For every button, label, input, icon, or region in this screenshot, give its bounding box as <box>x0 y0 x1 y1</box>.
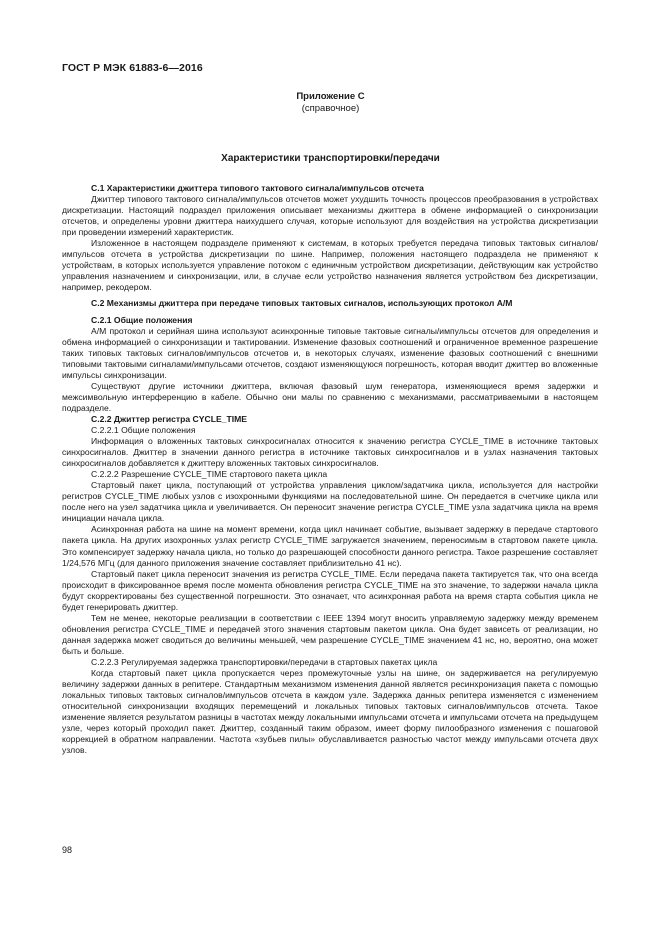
paragraph: Информация о вложенных тактовых синхросигналах относится к значению регистра CYCLE_TIME в источнике тактовых синхросигналов. Джиттер в значении данного регистра в источнике тактовых синхросигналов и в узлах назначения тактовых синхросигналов добавляется к джиттеру вложенных тактовых синхросигналов. <box>62 436 598 469</box>
section-heading-c1: С.1 Характеристики джиттера типового тактового сигнала/импульсов отсчета <box>91 183 424 193</box>
paragraph: Когда стартовый пакет цикла пропускается через промежуточные узлы на шине, он задерживается на регулируемую величину задержки данных в репитере. Стандартным механизмом изменения данной является ресинхронизация пакета с помощью локальных типовых тактовых сигналов/импульсов отсчета в каждом узле. Задержка данных репитера изменяется с изменением относительной синхронизации входящих перемещений и локальных типовых тактовых сигналов/импульсов отсчета. Такое изменение является результатом разницы в частотах между локальными импульсами отсчета и импульсами отсчета на предыдущем узле, через который проходил пакет. Джиттер, созданный таким образом, имеет форму пилообразного изменения с пошаговой коррекцией в обратном направлении. Частота «зубьев пилы» обуславливается разностью частот между импульсами отсчета двух узлов. <box>62 668 598 756</box>
paragraph: Стартовый пакет цикла переносит значения из регистра CYCLE_TIME. Если передача пакета тактируется так, что она всегда происходит в фиксированное время после момента обновления регистра CYCLE_TIME на это значение, то задержки начала цикла будут скорректированы без существенной погрешности. Это означает, что асинхронная работа на время старта события цикла не будет генерировать джиттер. <box>62 568 598 612</box>
section-heading-c21: С.2.1 Общие положения <box>91 314 193 325</box>
subsection-heading-c221: С.2.2.1 Общие положения <box>91 424 196 435</box>
paragraph: Изложенное в настоящем подразделе применяют к системам, в которых требуется передача типовых тактовых сигналов/импульсов отсчета в устройства дискретизации по шине. Например, положения настоящего подраздела не применяют к устройствам, в которых используется управление потоком с единичным устройством дискретизации, действующим как устройство управления назначением и синхронизации, или, в случае если устройство назначения является устройством без дискретизации, например, рекодером. <box>62 238 598 293</box>
appendix-note: (справочное) <box>301 103 360 114</box>
standard-designation: ГОСТ Р МЭК 61883-6—2016 <box>62 62 203 74</box>
page-number: 98 <box>62 845 73 855</box>
paragraph: Асинхронная работа на шине на момент времени, когда цикл начинает событие, вызывает задержку в передаче стартового пакета цикла. На других изохронных узлах регистр CYCLE_TIME загружается значением, переносимым в стартовом пакете цикла. Это компенсирует задержку начала цикла, но только до разрешающей способности данного регистра. Такое разрешение составляет 1/24,576 МГц (для данного приложения значение составляет приблизительно 41 нс). <box>62 524 598 568</box>
main-title: Характеристики транспортировки/передачи <box>221 153 440 164</box>
subsection-heading-c223: С.2.2.3 Регулируемая задержка транспортировки/передачи в стартовых пакетах цикла <box>91 656 438 667</box>
paragraph: Джиттер типового тактового сигнала/импульсов отсчетов может ухудшить точность процессов преобразования в устройствах дискретизации. Настоящий подраздел приложения описывает механизмы джиттера в обмене информацией о синхронизации отсчетов, и определены уровни джиттера наихудшего случая, которые используют для воздействия на устройства дискретизации при проведении измерений характеристик. <box>62 194 598 238</box>
paragraph: Стартовый пакет цикла, поступающий от устройства управления циклом/задатчика цикла, используется для настройки регистров CYCLE_TIME любых узлов с изохронными функциями на последовательной шине. Он передается в счетчике цикла или после него на узел задатчика цикла и увеличивается. Он переносит значение регистра CYCLE_TIME узла задатчика цикла на время инициации начала цикла. <box>62 480 598 524</box>
subsection-heading-c222: С.2.2.2 Разрешение CYCLE_TIME стартового пакета цикла <box>91 469 328 480</box>
appendix-title: Приложение С <box>296 91 365 102</box>
paragraph: Существуют другие источники джиттера, включая фазовый шум генератора, изменяющиеся время задержки и межсимвольную интерференцию в кабеле. Обычно они малы по сравнению с механизмами, рассматриваемыми в настоящем подразделе. <box>62 380 598 413</box>
paragraph: Тем не менее, некоторые реализации в соответствии с IEEE 1394 могут вносить управляемую задержку между временем обновления регистра CYCLE_TIME и передачей этого значения стартовым пакетом цикла. Она будет зависеть от реализации, но данная задержка может сводиться до величины меньшей, чем разрешение CYCLE_TIME значением 41 нс, но, вероятно, она может быть и больше. <box>62 612 598 656</box>
paragraph: А/М протокол и серийная шина используют асинхронные типовые тактовые сигналы/импульсы отсчетов для определения и обмена информацией о синхронизации и тактировании. Изменение фазовых соотношений и ограниченное временное разрешение таких типовых тактовых сигналов/импульсов отсчетов и, в некоторых случаях, изменение фазовых соотношений с внешними типовыми тактовыми сигналами/импульсами отсчетов, создают изменяющуюся погрешность, которая вводит джиттер во вложенные импульсы синхронизации. <box>62 325 598 380</box>
section-heading-c22: С.2.2 Джиттер регистра CYCLE_TIME <box>91 413 247 424</box>
section-heading-c2: С.2 Механизмы джиттера при передаче типовых тактовых сигналов, использующих протокол А/М <box>91 298 513 309</box>
document-body <box>62 183 598 756</box>
